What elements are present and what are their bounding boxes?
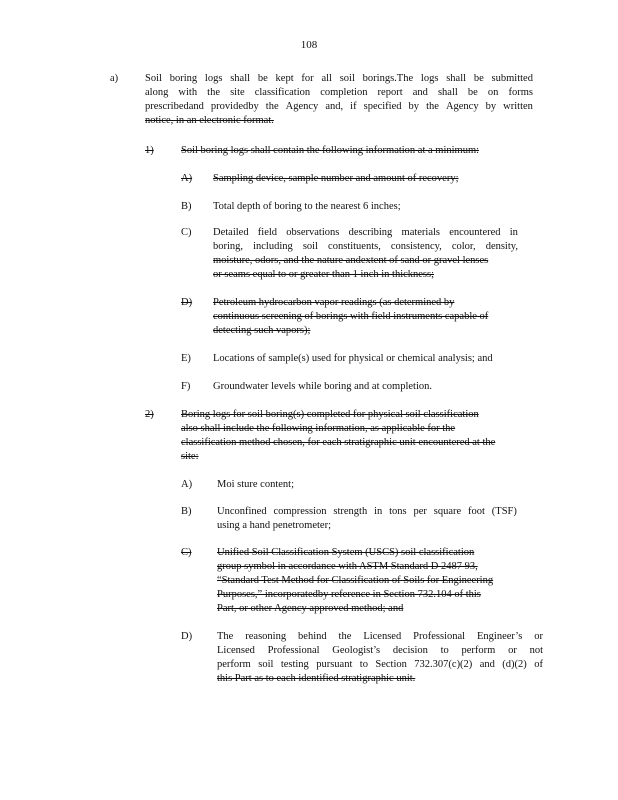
item-1A-label: A) [181, 173, 193, 184]
item-1A-text: Sampling device, sample number and amount of recovery; [213, 173, 459, 184]
item-2D-paragraph [217, 630, 543, 686]
item-a-line-1: Soil boring logs shall be kept for all soil borings.The logs shall be submitted [145, 73, 533, 84]
item-2-strike-line-2: also shall include the following information, as applicable for the [181, 423, 456, 434]
item-2D-line-3: perform soil testing pursuant to Section 732.307(c)(2) and (d)(2) of [217, 659, 543, 670]
item-2B-label: B) [181, 506, 192, 517]
item-1D-strike-line-2: continuous screening of borings with field instruments capable of [213, 311, 489, 322]
item-2C-strike-line-2: group symbol in accordance with ASTM Standard D 2487 93, [217, 561, 478, 572]
item-2C-strike-line-1: Unified Soil Classification System (USCS) soil classification [217, 547, 475, 558]
item-2C-label: C) [181, 547, 192, 558]
item-1C-line-2: boring, including soil constituents, consistency, color, density, [213, 241, 518, 252]
item-1C-strike-line-2: or seams equal to or greater than 1 inch in thickness; [213, 269, 435, 280]
item-2A-label: A) [181, 479, 193, 490]
item-2-strike-line-1: Boring logs for soil boring(s) completed for physical soil classification [181, 409, 479, 420]
item-a-strike-line: notice, in an electronic format. [145, 115, 274, 126]
item-1D-label: D) [181, 297, 193, 308]
item-2A-text-wrap [217, 478, 517, 492]
item-2B-paragraph [217, 505, 517, 533]
item-1-label: 1) [145, 145, 154, 156]
item-1F-label: F) [181, 381, 191, 392]
item-2C-paragraph [217, 546, 522, 616]
item-1C-strike-line-1: moisture, odors, and the nature andextent of sand or gravel lenses [213, 255, 489, 266]
item-a-paragraph [145, 72, 533, 128]
item-1B-label: B) [181, 201, 192, 212]
item-a-line-3: prescribedand providedby the Agency and, if specified by the Agency by written [145, 101, 533, 112]
item-2C-strike-line-4: Purposes,” incorporatedby reference in Section 732.104 of this [217, 589, 481, 600]
item-1E-label: E) [181, 353, 191, 364]
item-1C-paragraph [213, 226, 518, 282]
item-2A-text: Moi sture content; [217, 479, 294, 490]
item-1D-strike-line-1: Petroleum hydrocarbon vapor readings (as determined by [213, 297, 455, 308]
item-1E-text-wrap [213, 352, 533, 366]
item-1A-text-wrap [213, 172, 533, 186]
item-1B-text: Total depth of boring to the nearest 6 inches; [213, 201, 401, 212]
item-1C-line-1: Detailed field observations describing materials encountered in [213, 227, 518, 238]
item-a-label: a) [110, 73, 119, 84]
item-2D-line-2: Licensed Professional Geologist’s decision to perform or not [217, 645, 543, 656]
item-1B-text-wrap [213, 200, 533, 214]
item-2-label: 2) [145, 409, 154, 420]
item-2C-strike-line-3: “Standard Test Method for Classification of Soils for Engineering [217, 575, 494, 586]
item-2-strike-line-4: site: [181, 451, 199, 462]
page-number: 108 [300, 39, 318, 51]
item-1F-text-wrap [213, 380, 533, 394]
item-2-strike-line-3: classification method chosen, for each stratigraphic unit encountered at the [181, 437, 496, 448]
item-2C-strike-line-5: Part, or other Agency approved method; and [217, 603, 404, 614]
item-2B-line-2: using a hand penetrometer; [217, 520, 332, 531]
item-a-line-2: along with the site classification completion report and shall be on forms [145, 87, 533, 98]
item-1E-text: Locations of sample(s) used for physical or chemical analysis; and [213, 353, 493, 364]
item-1C-label: C) [181, 227, 192, 238]
item-2D-label: D) [181, 631, 193, 642]
item-2-paragraph [181, 408, 543, 464]
item-1D-paragraph [213, 296, 531, 338]
item-2D-line-1: The reasoning behind the Licensed Professional Engineer’s or [217, 631, 543, 642]
item-1D-strike-line-3: detecting such vapors); [213, 325, 311, 336]
item-2B-line-1: Unconfined compression strength in tons per square foot (TSF) [217, 506, 517, 517]
item-1-intro-text: Soil boring logs shall contain the following information at a minimum: [181, 145, 480, 156]
item-1F-text: Groundwater levels while boring and at completion. [213, 381, 432, 392]
item-2D-strike-line-1: this Part as to each identified stratigraphic unit. [217, 673, 416, 684]
item-1-intro [181, 144, 521, 158]
